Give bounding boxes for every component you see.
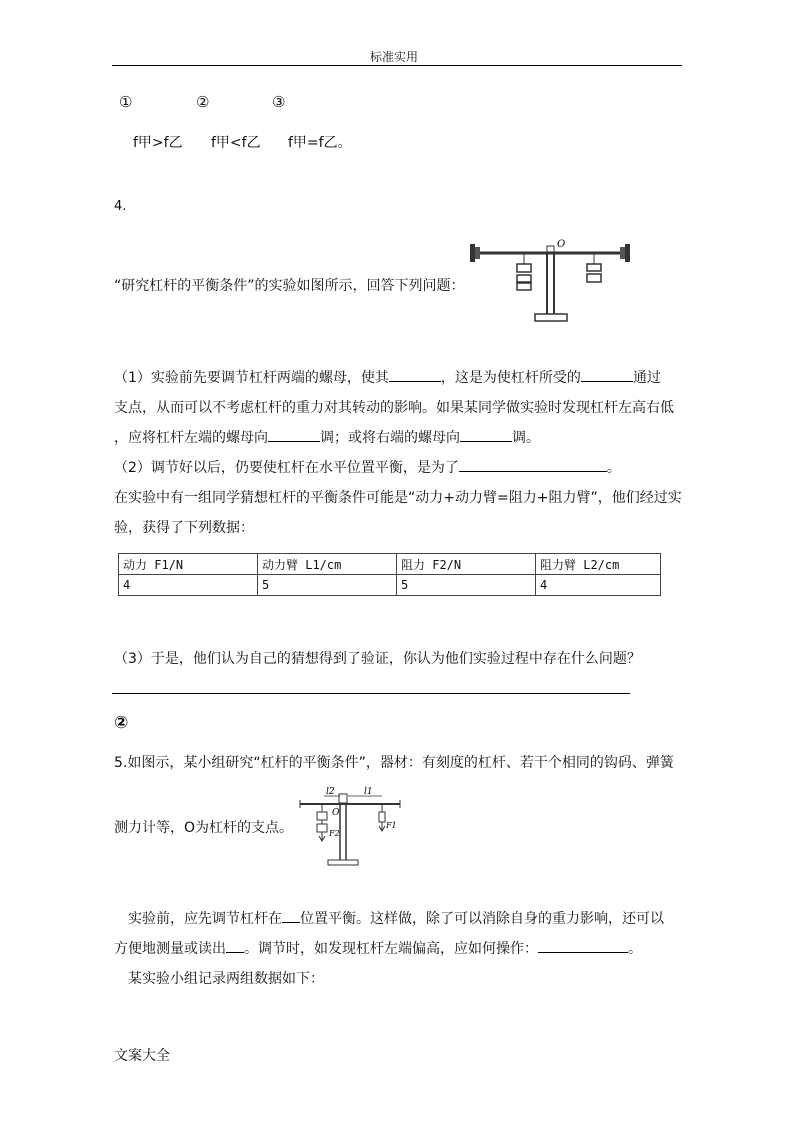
blank-4[interactable] xyxy=(460,427,512,442)
q4-p1-l3-c: 调。 xyxy=(512,430,540,446)
table-header-cell: 动力臂 L1/cm xyxy=(258,554,397,575)
q5-pb3: 。 xyxy=(628,941,642,957)
q5-line2: 测力计等，O为杠杆的支点。 xyxy=(114,820,294,836)
table-cell: 4 xyxy=(119,575,258,596)
l2-label: l2 xyxy=(326,787,335,797)
q5-pb2: 。调节时，如发现杠杆左端偏高，应如何操作： xyxy=(244,941,538,957)
q5-pa2: 位置平衡。这样做，除了可以消除自身的重力影响，还可以 xyxy=(300,911,664,927)
blank-5[interactable] xyxy=(459,457,607,472)
question-4-number: 4. xyxy=(114,199,127,214)
answer-line[interactable] xyxy=(112,693,630,694)
f2-label: F2 xyxy=(329,829,340,838)
q5-para-line2 xyxy=(114,938,642,958)
relation-2: f甲<f乙 xyxy=(211,135,261,151)
page-header: 标准实用 xyxy=(370,50,419,64)
pivot-label: O xyxy=(557,239,566,250)
lever-spring-figure xyxy=(296,784,406,868)
header-rule xyxy=(112,65,682,66)
table-header-cell: 阻力 F2/N xyxy=(397,554,536,575)
table-cell: 4 xyxy=(536,575,661,596)
q4-p1-a: （1）实验前先要调节杠杆两端的螺母，使其 xyxy=(114,370,389,386)
marker-3: ③ xyxy=(272,93,286,111)
pivot-o-label: O xyxy=(332,808,340,818)
q4-guess-line1: 在实验中有一组同学猜想杠杆的平衡条件可能是“动力+动力臂=阻力+阻力臂”，他们经过实 xyxy=(114,490,682,506)
table-header-cell: 阻力臂 L2/cm xyxy=(536,554,661,575)
blank-3[interactable] xyxy=(268,427,320,442)
relation-1: f甲>f乙 xyxy=(133,135,183,151)
q4-p2-a: （2）调节好以后，仍要使杠杆在水平位置平衡，是为了 xyxy=(114,460,459,476)
table-row xyxy=(119,575,661,596)
lever-balance-figure xyxy=(466,236,638,326)
f1-label: F1 xyxy=(386,821,397,830)
q5-line1: 5.如图示，某小组研究“杠杆的平衡条件”，器材：有刻度的杠杆、若干个相同的钩码、弹簧 xyxy=(114,755,674,771)
blank-7[interactable] xyxy=(226,938,244,953)
blank-2[interactable] xyxy=(581,367,633,382)
q4-part2 xyxy=(114,457,621,477)
marker-1: ① xyxy=(119,93,133,111)
table-header-row xyxy=(119,554,661,575)
q5-pa1: 实验前，应先调节杠杆在 xyxy=(128,911,282,927)
q4-guess-line2: 验，获得了下列数据： xyxy=(114,520,254,536)
blank-1[interactable] xyxy=(389,367,441,382)
l1-label: l1 xyxy=(364,787,373,797)
q4-p1-b: ，这是为使杠杆所受的 xyxy=(440,370,581,386)
data-table xyxy=(118,553,661,596)
marker-2: ② xyxy=(196,93,210,111)
q5-pb1: 方便地测量或读出 xyxy=(114,941,226,957)
q4-p2-b: 。 xyxy=(606,460,621,476)
table-cell: 5 xyxy=(258,575,397,596)
relation-3: f甲=f乙。 xyxy=(288,135,352,151)
q4-part1-line2: 支点，从而可以不考虑杠杆的重力对其转动的影响。如果某同学做实验时发现杠杆左高右低 xyxy=(114,400,674,416)
blank-8[interactable] xyxy=(538,938,628,953)
q5-para-line1 xyxy=(128,908,664,928)
q4-part1-line3 xyxy=(114,427,540,447)
q5-para-line3: 某实验小组记录两组数据如下： xyxy=(128,971,324,987)
q4-p1-l3-a: ，应将杠杆左端的螺母向 xyxy=(114,430,268,446)
page-footer: 文案大全 xyxy=(114,1048,170,1064)
table-cell: 5 xyxy=(397,575,536,596)
blank-6[interactable] xyxy=(282,908,300,923)
q4-part1-line1 xyxy=(114,367,661,387)
marker-2-bold: ② xyxy=(114,713,129,733)
q4-p1-l3-b: 调；或将右端的螺母向 xyxy=(320,430,460,446)
q4-p1-c: 通过 xyxy=(632,370,661,386)
q4-part3: （3）于是，他们认为自己的猜想得到了验证，你认为他们实验过程中存在什么问题？ xyxy=(114,651,641,667)
q4-intro: “研究杠杆的平衡条件”的实验如图所示，回答下列问题： xyxy=(114,278,465,294)
table-header-cell: 动力 F1/N xyxy=(119,554,258,575)
